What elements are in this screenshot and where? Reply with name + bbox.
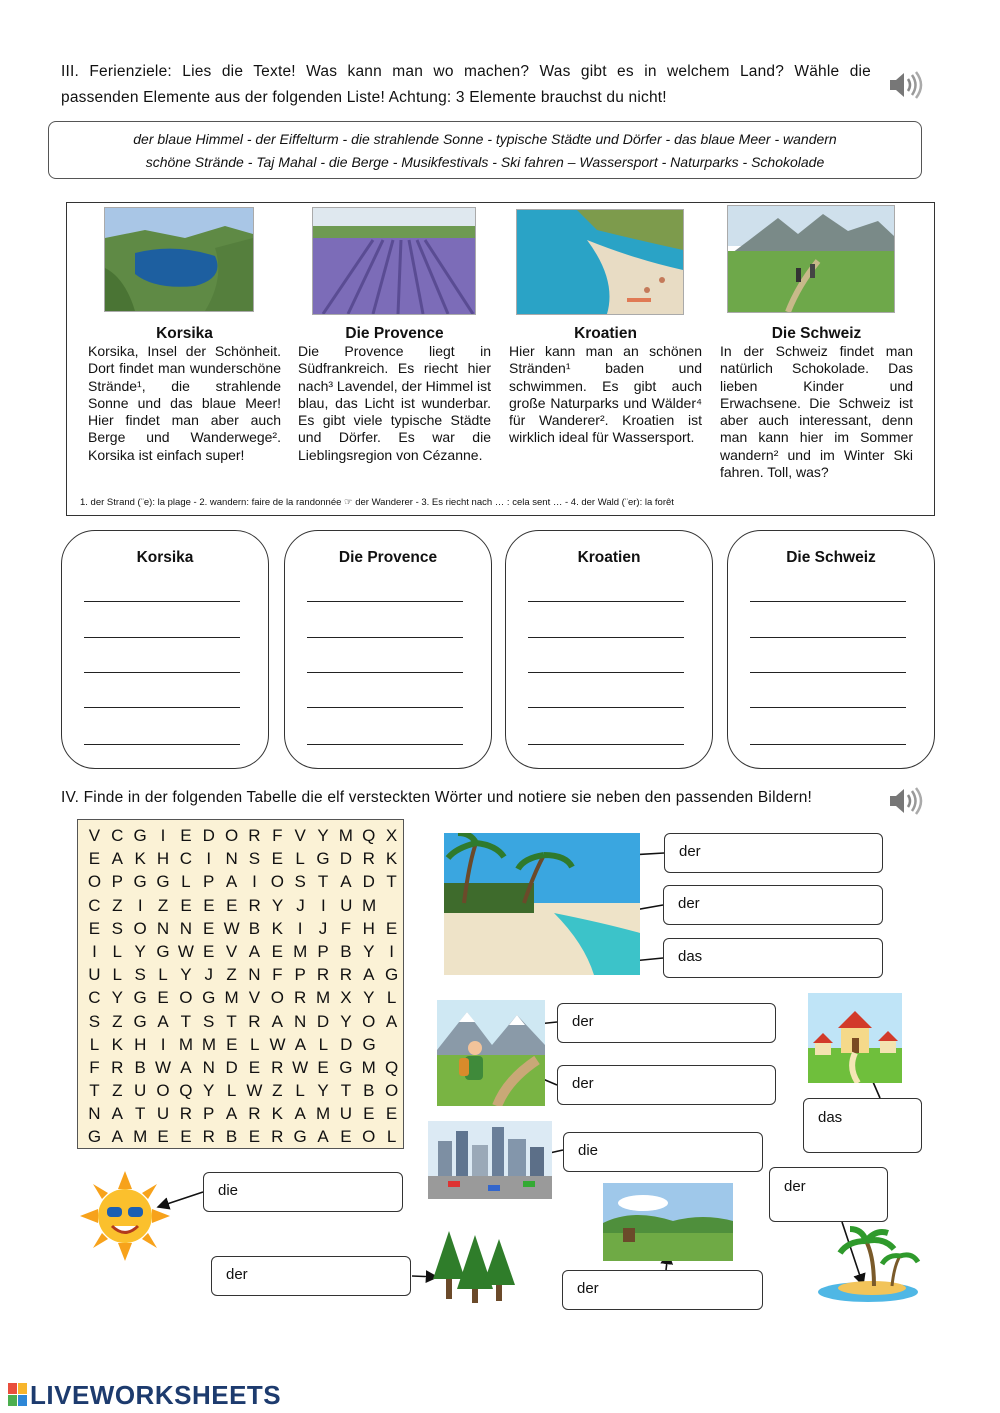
column-text: Korsika, Insel der Schönheit. Dort findet man wunderschöne Strände¹, die strahlende Sonne und das blaue Meer! Hier findet man aber auch Berge und Wanderwege². Korsika ist einfach super! [88,343,281,463]
answer-box-beach-3[interactable]: das [663,938,883,978]
grid-cell[interactable]: Z [112,895,123,915]
grid-cell[interactable]: A [111,1127,123,1147]
grid-cell[interactable]: Y [134,941,146,961]
answer-box-beach-1[interactable]: der [664,833,883,873]
grid-cell[interactable]: C [88,895,101,915]
grid-cell[interactable]: R [111,1057,124,1077]
grid-cell[interactable]: G [293,1127,307,1147]
grid-cell[interactable]: Y [317,1081,329,1101]
answer-box-island[interactable]: der [769,1167,888,1222]
grid-cell[interactable]: P [294,965,306,985]
grid-cell[interactable]: F [89,1057,100,1077]
section4-title: IV. Finde in der folgenden Tabelle die elf versteckten Wörter und notiere sie neben den passenden Bildern! [61,789,813,806]
column-title: Die Provence [345,325,444,342]
grid-cell[interactable]: R [248,1011,261,1031]
grid-cell[interactable]: A [294,1104,306,1124]
grid-cell[interactable]: R [271,1127,284,1147]
grid-cell[interactable]: S [134,965,146,985]
grid-cell[interactable]: K [111,1034,123,1054]
grid-cell[interactable]: E [203,941,215,961]
grid-cell[interactable]: Y [180,965,192,985]
grid-cell[interactable]: Q [179,1081,193,1101]
section3-title-line2: passenden Elemente aus der folgenden Liste! Achtung: 3 Elemente brauchst du nicht! [61,89,667,106]
grid-cell[interactable]: V [248,988,261,1008]
grid-cell[interactable]: M [315,988,331,1008]
city-picture [428,1121,552,1199]
grid-cell[interactable]: D [339,849,353,869]
answer-box-hiking-2[interactable]: der [557,1065,776,1105]
grid-cell[interactable]: Y [363,941,375,961]
grid-cell[interactable]: K [385,849,398,869]
grid-cell[interactable]: I [137,895,143,915]
grid-cell[interactable]: X [340,988,352,1008]
grid-cell[interactable]: D [340,1034,353,1054]
grid-cell[interactable]: E [317,1057,329,1077]
grid-cell[interactable]: R [339,965,353,985]
grid-cell[interactable]: A [225,872,238,892]
grid-cell[interactable]: E [88,849,101,869]
grid-cell[interactable]: O [156,1081,170,1101]
grid-cell[interactable]: E [226,895,238,915]
grid-cell[interactable]: R [294,988,307,1008]
grid-cell[interactable]: P [111,872,123,892]
grid-cell[interactable]: L [318,1034,329,1054]
grid-cell[interactable]: A [225,1104,238,1124]
grid-cell[interactable]: I [206,849,212,869]
grid-cell[interactable]: D [362,872,375,892]
grid-cell[interactable]: R [202,1127,215,1147]
grid-cell[interactable]: Y [317,826,329,845]
grid-cell[interactable]: E [157,988,169,1008]
grid-cell[interactable]: O [362,1127,376,1147]
card-title: Die Provence [338,549,438,566]
grid-cell[interactable]: A [340,872,352,892]
grid-cell[interactable]: O [224,826,239,845]
grid-cell[interactable]: K [271,918,283,938]
beach-picture [444,833,640,975]
grid-cell[interactable]: A [363,965,375,985]
grid-cell[interactable]: T [340,1081,352,1101]
grid-cell[interactable]: L [89,1034,100,1054]
section3-title-line1: III. Ferienziele: Lies die Texte! Was kann man wo machen? Was gibt es in welchem Land? Wähle die [61,63,871,80]
forest-picture [431,1229,515,1305]
grid-cell[interactable]: Y [203,1081,215,1101]
word-list-line1: der blaue Himmel - der Eiffelturm - die strahlende Sonne - typische Städte und Dörfer - das blaue Meer - wandern [133,131,837,147]
grid-cell[interactable]: Y [111,988,123,1008]
grid-cell[interactable]: K [134,849,146,869]
grid-cell[interactable]: E [271,849,283,869]
grid-cell[interactable]: O [133,918,147,938]
answer-box-park[interactable]: der [562,1270,763,1310]
grid-cell[interactable]: W [177,941,194,961]
grid-cell[interactable]: R [271,1057,284,1077]
grid-cell[interactable]: S [248,849,261,869]
liveworksheets-logo[interactable]: LIVEWORKSHEETS [30,1380,282,1410]
grid-cell[interactable]: W [154,1057,172,1077]
grid-cell[interactable]: B [363,1081,375,1101]
grid-cell[interactable]: O [362,1011,376,1031]
grid-cell[interactable]: I [320,895,326,915]
grid-cell[interactable]: X [385,826,398,845]
sun-picture [80,1171,170,1261]
grid-cell[interactable]: G [133,826,147,845]
grid-cell[interactable]: R [316,965,330,985]
grid-cell[interactable]: A [111,1104,123,1124]
grid-cell[interactable]: M [361,1057,376,1077]
grid-cell[interactable]: E [203,895,215,915]
grid-cell[interactable]: O [87,872,102,892]
grid-cell[interactable]: I [297,918,303,938]
grid-cell[interactable]: R [362,849,375,869]
column-text: Die Provence liegt in Südfrankreich. Es riecht hier nach³ Lavendel, der Himmel ist blau, das Licht ist wunderbar. Es gibt viele typische Städte und Dörfer. Es war die Lieblingsregion von Cézanne. [298,343,491,463]
grid-cell[interactable]: U [339,1104,353,1124]
grid-cell[interactable]: N [179,918,192,938]
grid-cell[interactable]: E [385,1104,398,1124]
grid-cell[interactable]: F [272,965,283,985]
grid-cell[interactable]: O [384,1081,399,1101]
grid-cell[interactable]: M [362,895,377,915]
grid-cell[interactable]: O [270,988,284,1008]
grid-cell[interactable]: Q [362,826,376,845]
card-title: Die Schweiz [786,549,876,566]
grid-cell[interactable]: H [134,1034,147,1054]
word-list-line2: schöne Strände - Taj Mahal - die Berge - Musikfestivals - Ski fahren – Wassersport - Naturparks - Schokolade [145,154,825,170]
grid-cell[interactable]: L [295,849,305,869]
grid-cell[interactable]: L [181,872,191,892]
grid-cell[interactable]: M [338,826,353,845]
grid-cell[interactable]: B [248,918,261,938]
grid-cell[interactable]: S [111,918,123,938]
grid-cell[interactable]: J [318,918,328,938]
grid-cell[interactable]: T [180,1011,192,1031]
grid-cell[interactable]: Z [226,965,237,985]
grid-cell[interactable]: R [248,895,261,915]
grid-cell[interactable]: W [246,1081,263,1101]
grid-cell[interactable]: N [156,918,170,938]
grid-cell[interactable]: M [293,941,308,961]
grid-cell[interactable]: M [224,988,239,1008]
grid-cell[interactable]: W [269,1034,286,1054]
grid-cell[interactable]: T [89,1081,100,1101]
grid-cell[interactable]: P [203,1104,215,1124]
grid-cell[interactable]: V [225,941,238,961]
card-title: Korsika [136,549,194,566]
island-picture [814,1226,922,1308]
grid-cell[interactable]: A [385,1011,398,1031]
grid-cell[interactable]: L [112,965,123,985]
grid-cell[interactable]: W [292,1057,309,1077]
grid-cell[interactable]: O [179,988,193,1008]
grid-cell[interactable]: V [88,826,101,845]
grid-cell[interactable]: P [317,941,329,961]
grid-cell[interactable]: G [339,1057,353,1077]
answer-box-sun[interactable]: die [203,1172,403,1212]
grid-cell[interactable]: L [386,988,397,1008]
grid-cell[interactable]: L [295,1081,305,1101]
grid-cell[interactable]: M [133,1127,148,1147]
grid-cell[interactable]: C [179,849,192,869]
grid-cell[interactable]: H [362,918,375,938]
answer-box-village[interactable]: das [803,1098,922,1153]
column-text: In der Schweiz findet man natürlich Schokolade. Das lieben Kinder und Erwachsene. Die Schweiz ist aber auch interessant, denn man kann hier im Sommer wandern² und im Winter Ski fahren. Toll, was? [720,343,913,481]
grid-cell[interactable]: I [92,941,97,961]
grid-cell[interactable]: N [248,965,261,985]
grid-cell[interactable]: G [202,988,216,1008]
grid-cell[interactable]: D [225,1057,238,1077]
grid-cell[interactable]: P [203,872,215,892]
grid-cell[interactable]: L [386,1127,397,1147]
card-title: Kroatien [577,549,641,566]
grid-cell[interactable]: B [225,1127,238,1147]
grid-cell[interactable]: M [315,1104,331,1124]
grid-cell[interactable]: F [340,918,352,938]
grid-cell[interactable]: B [134,1057,146,1077]
grid-cell[interactable]: U [156,1104,170,1124]
grid-cell[interactable]: V [294,826,306,845]
grid-cell[interactable]: Y [340,1011,352,1031]
grid-cell[interactable]: E [226,1034,238,1054]
answer-box-forest[interactable]: der [211,1256,411,1296]
grid-cell[interactable]: T [317,872,329,892]
grid-cell[interactable]: R [179,1104,192,1124]
grid-cell[interactable]: N [202,1057,215,1077]
grid-cell[interactable]: Z [272,1081,283,1101]
grid-cell[interactable]: J [204,965,213,985]
hiking-picture [437,1000,545,1106]
grid-cell[interactable]: M [201,1034,216,1054]
grid-cell[interactable]: N [88,1104,101,1124]
grid-cell[interactable]: A [180,1057,192,1077]
grid-cell[interactable]: E [271,941,283,961]
grid-cell[interactable]: E [248,1057,261,1077]
grid-cell[interactable]: G [133,872,147,892]
grid-cell[interactable]: A [248,941,261,961]
grid-cell[interactable]: A [294,1034,307,1054]
grid-cell[interactable]: L [112,941,123,961]
grid-cell[interactable]: R [248,826,261,845]
park-picture [603,1183,733,1261]
grid-cell[interactable]: G [133,1011,147,1031]
grid-cell[interactable]: Y [271,895,284,915]
grid-cell[interactable]: D [202,826,215,845]
grid-cell[interactable]: S [88,1011,101,1031]
village-picture [808,993,902,1083]
grid-cell[interactable]: I [389,941,394,961]
grid-cell[interactable]: C [111,826,124,845]
grid-cell[interactable]: I [252,872,257,892]
grid-cell[interactable]: S [203,1011,215,1031]
grid-cell[interactable]: D [316,1011,330,1031]
grid-cell[interactable]: E [248,1127,261,1147]
grid-cell[interactable]: M [178,1034,194,1054]
grid-cell[interactable]: C [88,988,101,1008]
grid-cell[interactable]: L [226,1081,237,1101]
grid-cell[interactable]: E [180,1127,192,1147]
grid-cell[interactable]: E [203,918,215,938]
grid-cell[interactable]: A [111,849,123,869]
answer-box-city[interactable]: die [563,1132,763,1172]
column-title: Kroatien [574,325,637,342]
grid-cell[interactable]: E [340,1127,352,1147]
answer-box-beach-2[interactable]: der [663,885,883,925]
grid-cell[interactable]: I [160,826,166,845]
grid-cell[interactable]: A [157,1011,169,1031]
grid-cell[interactable]: Q [384,1057,399,1077]
grid-cell[interactable]: E [157,1127,169,1147]
grid-cell[interactable]: L [249,1034,260,1054]
column-text: Hier kann man an schönen Stränden¹ baden und schwimmen. Es gibt auch große Naturparks und Wälder⁴ für Wanderer². Kroatien ist wirklich ideal für Wassersport. [509,343,702,446]
column-title: Korsika [156,325,213,342]
liveworksheets-logo-icon [8,1383,28,1407]
grid-cell[interactable]: T [226,1011,237,1031]
grid-cell[interactable]: W [223,918,240,938]
grid-cell[interactable]: G [87,1127,102,1147]
grid-cell[interactable]: N [294,1011,307,1031]
grid-cell[interactable]: O [270,872,284,892]
footnote: 1. der Strand (¨e): la plage - 2. wandern: faire de la randonnée ☞ der Wanderer - 3. Es riecht nach … : cela sent … - 4. der Wald (¨er): la forêt [80,497,674,508]
grid-cell[interactable]: G [316,849,330,869]
grid-cell[interactable]: G [156,872,170,892]
grid-cell[interactable]: K [271,1104,283,1124]
grid-cell[interactable]: E [180,826,192,845]
grid-cell[interactable]: H [156,849,170,869]
grid-cell[interactable]: G [384,965,399,985]
grid-cell[interactable]: G [362,1034,376,1054]
grid-cell[interactable]: E [385,918,398,938]
grid-cell[interactable]: Y [363,988,375,1008]
grid-cell[interactable]: E [180,895,192,915]
grid-cell[interactable]: S [294,872,306,892]
grid-cell[interactable]: U [134,1081,147,1101]
grid-cell[interactable]: E [363,1104,375,1124]
grid-cell[interactable]: J [296,895,305,915]
grid-cell[interactable]: U [88,965,101,985]
grid-cell[interactable]: Z [112,1011,123,1031]
grid-cell[interactable]: Z [112,1081,123,1101]
grid-cell[interactable]: L [158,965,168,985]
grid-cell[interactable]: F [272,826,283,845]
column-title: Die Schweiz [771,325,862,342]
grid-cell[interactable]: I [160,1034,166,1054]
grid-cell[interactable]: A [317,1127,329,1147]
grid-cell[interactable]: G [133,988,147,1008]
grid-cell[interactable]: A [271,1011,283,1031]
grid-cell[interactable]: Z [157,895,169,915]
grid-cell[interactable]: N [225,849,238,869]
grid-cell[interactable]: U [340,895,353,915]
grid-cell[interactable]: E [88,918,101,938]
grid-cell[interactable]: B [340,941,352,961]
grid-cell[interactable]: G [156,941,170,961]
grid-cell[interactable]: T [386,872,397,892]
grid-cell[interactable]: T [134,1104,146,1124]
answer-box-hiking-1[interactable]: der [557,1003,776,1043]
grid-cell[interactable]: R [248,1104,261,1124]
